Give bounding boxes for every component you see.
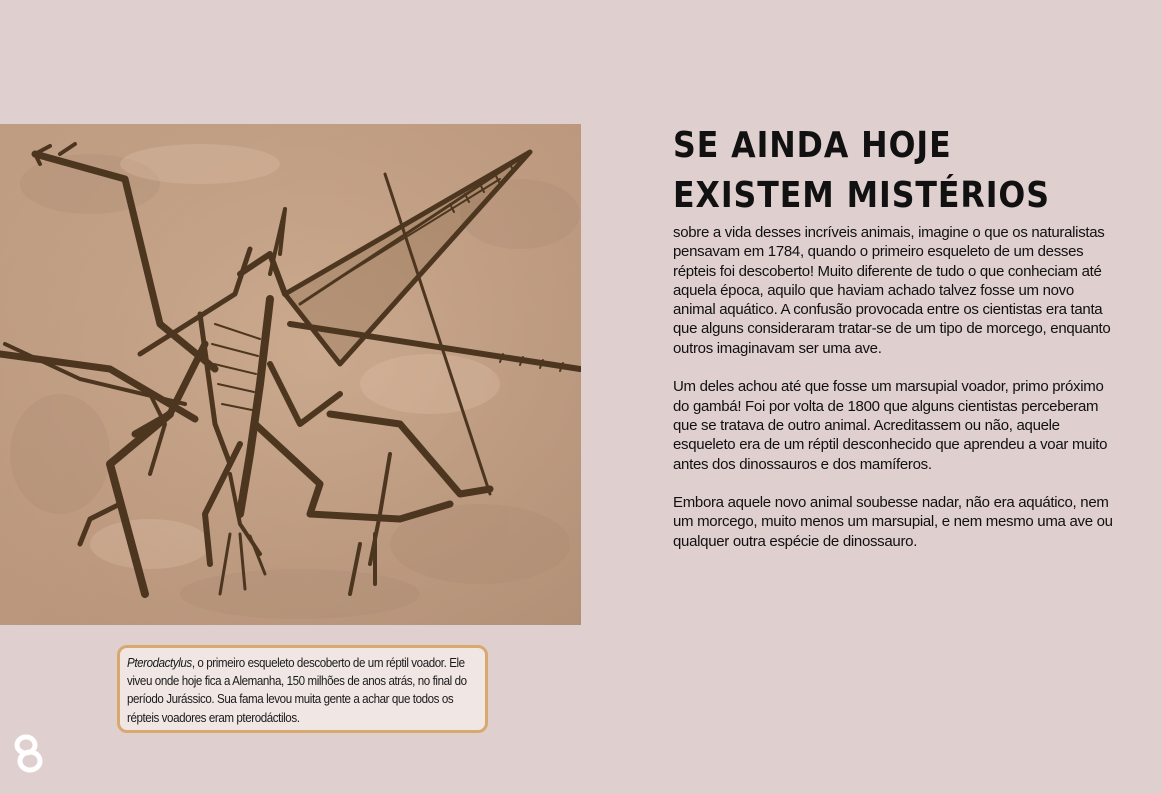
- page-number-glyph: [12, 734, 46, 774]
- photo-caption: [117, 645, 488, 733]
- caption-species: Pterodactylus: [127, 656, 192, 670]
- page-number: [12, 734, 46, 774]
- paragraph-3: Embora aquele novo animal soubesse nadar, não era aquático, nem um morcego, muito menos um marsupial, e nem mesmo uma ave ou qualquer outra espécie de dinossauro.: [673, 494, 1113, 550]
- paragraph-1: sobre a vida desses incríveis animais, imagine o que os naturalistas pensavam em 1784, quando o primeiro esqueleto de um desses répteis foi descoberto! Muito diferente de tudo o que conheciam até aquela época, aquilo que haviam achado talvez fosse um novo animal aquático. A confusão provocada entre os cientistas era tanta que alguns consideraram tratar-se de um tipo de morcego, enquanto outros imaginavam ser uma ave.: [673, 224, 1111, 357]
- title-line-2: EXISTEM MISTÉRIOS: [673, 174, 1050, 217]
- body-text: [673, 223, 1118, 570]
- section-title: [673, 120, 1050, 221]
- fossil-photo: [0, 124, 581, 625]
- title-line-1: SE AINDA HOJE: [673, 124, 952, 167]
- caption-body: , o primeiro esqueleto descoberto de um réptil voador. Ele viveu onde hoje fica a Alemanha, 150 milhões de anos atrás, no final do período Jurássico. Sua fama levou muita gente a achar que todos os répteis voadores eram pterodáctilos.: [127, 656, 467, 725]
- caption-text: [127, 654, 477, 727]
- paragraph-2: Um deles achou até que fosse um marsupial voador, primo próximo do gambá! Foi por volta de 1800 que alguns cientistas perceberam que se tratava de outro animal. Acreditassem ou não, aquele esqueleto era de um réptil desconhecido que aprendeu a voar muito antes dos dinossauros e dos mamíferos.: [673, 378, 1108, 473]
